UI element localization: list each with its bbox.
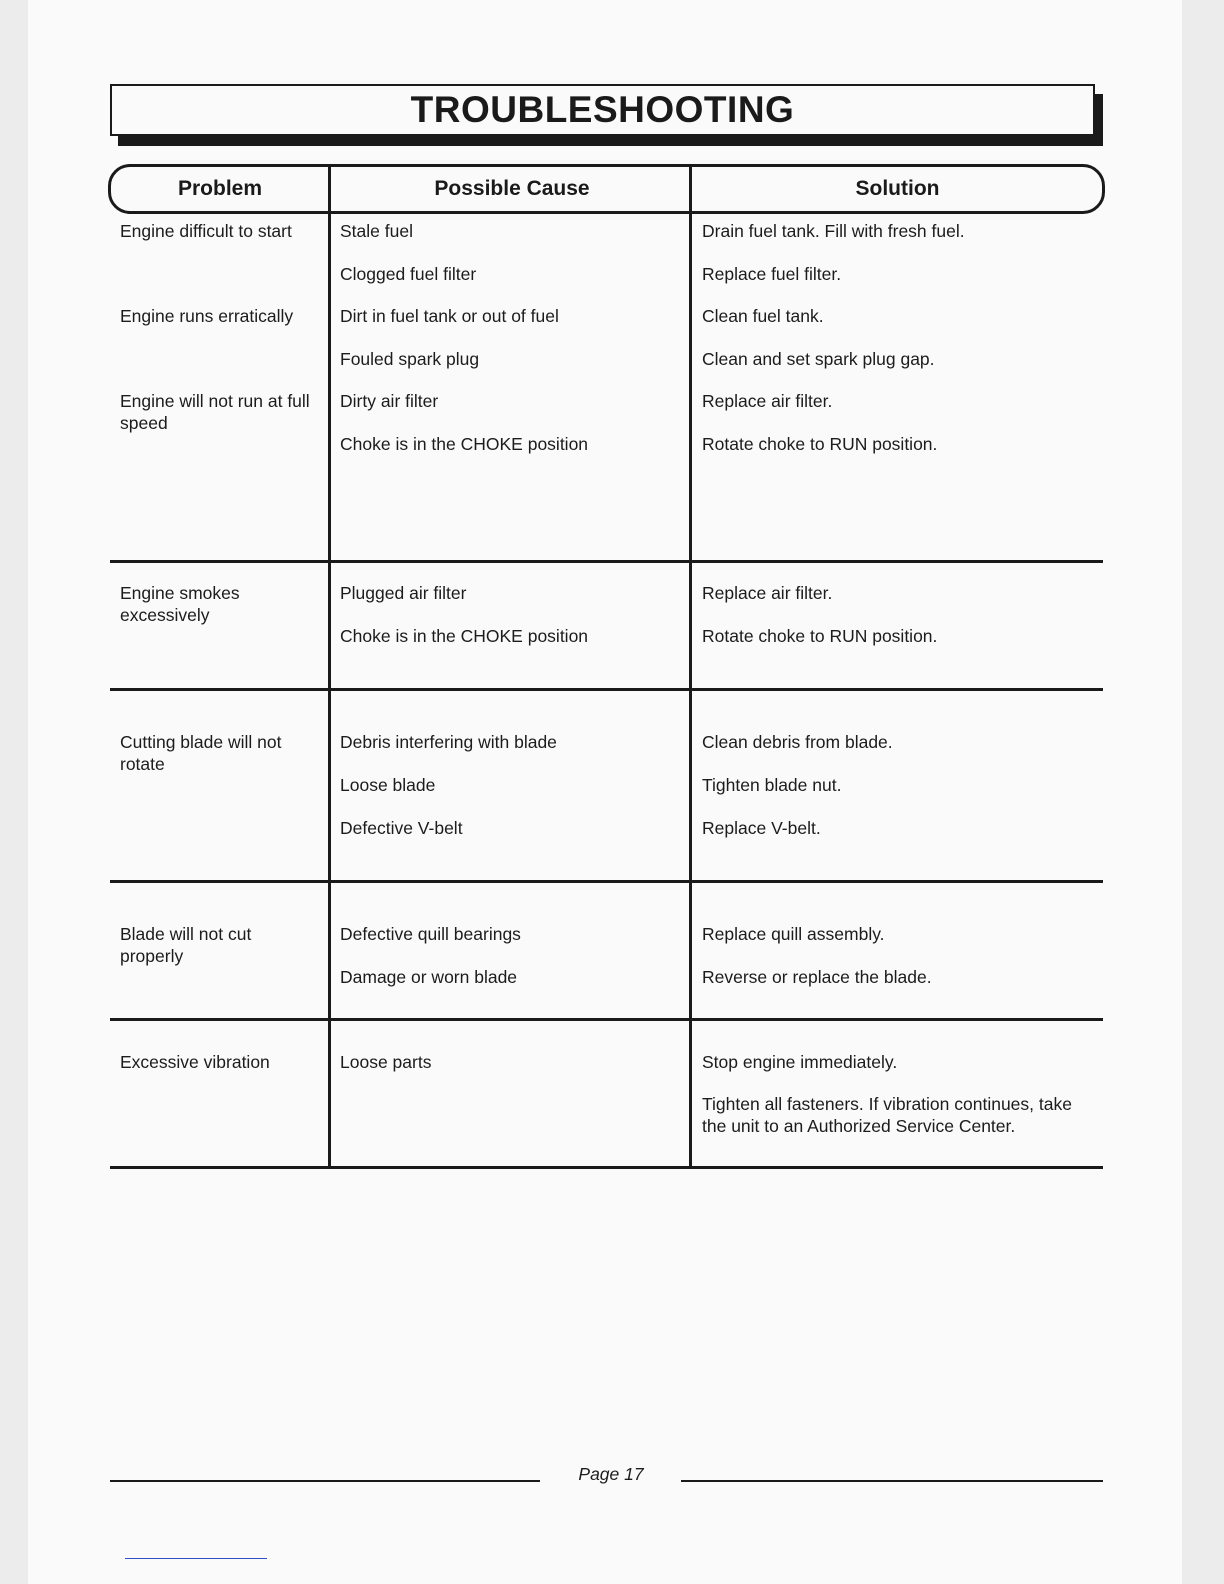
solution-cell: Clean fuel tank. [702,306,824,326]
cause-cell: Loose blade [340,775,436,795]
problem-cell: Excessive vibration [120,1052,270,1072]
scan-artifact-line [125,1558,267,1559]
cause-cell: Plugged air filter [340,583,467,603]
solution-cell: Replace V-belt. [702,818,821,838]
footer-rule-left [110,1480,540,1482]
cause-cell: Damage or worn blade [340,967,518,987]
solution-cell: Replace quill assembly. [702,924,885,944]
cause-cell: Loose parts [340,1052,432,1072]
page-title: TROUBLESHOOTING [410,89,795,130]
problem-cell: Engine will not run at full speed [120,391,310,433]
problem-cell: Engine difficult to start [120,221,292,241]
solution-cell: Tighten all fasteners. If vibration continues, take the unit to an Authorized Service Center. [702,1094,1072,1136]
row-separator [110,560,1103,563]
solution-cell: Drain fuel tank. Fill with fresh fuel. [702,221,965,241]
header-solution: Solution [855,177,940,200]
header-divider [689,166,692,210]
solution-cell: Tighten blade nut. [702,775,842,795]
solution-cell: Rotate choke to RUN position. [702,434,938,454]
page-number: Page 17 [578,1464,644,1484]
cause-cell: Choke is in the CHOKE position [340,434,589,454]
cause-cell: Choke is in the CHOKE position [340,626,589,646]
header-divider [328,166,331,210]
cause-cell: Defective V-belt [340,818,463,838]
solution-cell: Replace air filter. [702,391,833,411]
cause-cell: Dirty air filter [340,391,439,411]
solution-cell: Reverse or replace the blade. [702,967,932,987]
cause-cell: Fouled spark plug [340,349,480,369]
cause-cell: Debris interfering with blade [340,732,557,752]
problem-cell: Engine smokes excessively [120,583,240,625]
solution-cell: Replace fuel filter. [702,264,842,284]
row-separator [110,1018,1103,1021]
table-header [108,164,1105,214]
problem-cell: Engine runs erratically [120,306,294,326]
footer-rule-right [681,1480,1103,1482]
header-problem: Problem [177,177,263,200]
problem-cell: Cutting blade will not rotate [120,732,282,774]
row-separator [110,688,1103,691]
cause-cell: Clogged fuel filter [340,264,477,284]
solution-cell: Clean debris from blade. [702,732,893,752]
solution-cell: Rotate choke to RUN position. [702,626,938,646]
solution-cell: Stop engine immediately. [702,1052,898,1072]
solution-cell: Clean and set spark plug gap. [702,349,935,369]
cause-cell: Defective quill bearings [340,924,521,944]
title-banner [110,84,1095,136]
cause-cell: Dirt in fuel tank or out of fuel [340,306,559,326]
cause-cell: Stale fuel [340,221,413,241]
header-possible-cause: Possible Cause [434,177,590,200]
solution-cell: Replace air filter. [702,583,833,603]
problem-cell: Blade will not cut properly [120,924,252,966]
row-separator [110,1166,1103,1169]
row-separator [110,880,1103,883]
